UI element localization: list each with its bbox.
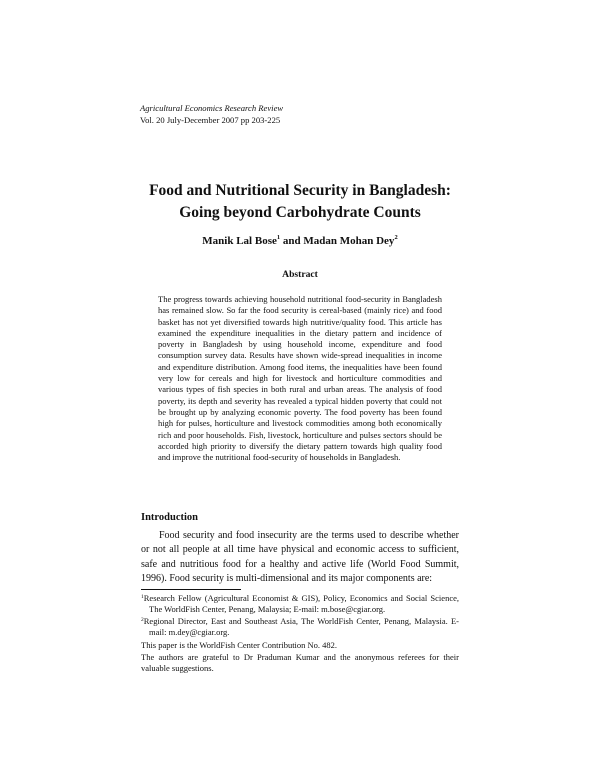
footnote-2 [141, 615, 459, 638]
journal-issue: Vol. 20 July-December 2007 pp 203-225 [140, 115, 281, 125]
paper-title [100, 180, 500, 224]
title-line-1: Food and Nutritional Security in Bangladesh: [149, 182, 451, 199]
journal-header [140, 102, 283, 126]
authors [100, 234, 500, 247]
author-2-mark: 2 [394, 234, 398, 241]
journal-name: Agricultural Economics Research Review [140, 103, 284, 113]
footnote-1-text: Research Fellow (Agricultural Economist & GIS), Policy, Economics and Social Science, The WorldFish Center, Penang, Malaysia; E-mail: m.bose@cgiar.org. [143, 593, 459, 615]
footnote-2-text: Regional Director, East and Southeast Asia, The WorldFish Center, Penang, Malaysia. E-mail: m.dey@cgiar.org. [143, 616, 459, 638]
author-1-mark: 1 [276, 234, 281, 241]
acknowledgement-note: The authors are grateful to Dr Praduman Kumar and the anonymous referees for their valuable suggestions. [141, 652, 459, 674]
contribution-note: This paper is the WorldFish Center Contribution No. 482. [141, 640, 338, 650]
introduction-text: Food security and food insecurity are the terms used to describe whether or not all people at all time have physical and economic access to sufficient, safe and nutritious food for a healthy and active life (World Food Summit, 1996). Food security is multi-dimensional and its major components are: [141, 530, 459, 585]
introduction-heading: Introduction [141, 512, 198, 523]
footnote-1-mark: 1 [141, 594, 144, 600]
footnote-rule [141, 589, 241, 590]
footnote-1 [141, 592, 459, 615]
footnote-2-mark: 2 [141, 617, 144, 623]
author-connector: and [280, 235, 304, 247]
author-2: Madan Mohan Dey [303, 235, 395, 247]
author-1: Manik Lal Bose [202, 235, 277, 247]
abstract-text: The progress towards achieving household nutritional food-security in Bangladesh has remained slow. So far the food security is cereal-based (mainly rice) and food basket has not yet diversified towards high nutritive/quality food. This article has examined the expenditure inequalities in the dietary pattern and incidence of poverty in Bangladesh by using household income, expenditure and food consumption survey data. Results have shown wide-spread inequalities in income and expenditure distribution. Among food items, the inequalities have been found very low for cereals and high for livestock and horticulture commodities and various types of fish species in both rural and urban areas. The analysis of food poverty, its depth and severity has revealed a typical hidden poverty that could not be brought up by analyzing economic poverty. The food poverty has been found high for pulses, horticulture and livestock commodities among both economically rich and poor households. Fish, livestock, horticulture and pulses sectors should be accorded high priority to diversify the dietary pattern towards high quality food and improve the nutritional food-security of households in Bangladesh. [158, 294, 442, 463]
title-line-2: Going beyond Carbohydrate Counts [179, 204, 421, 221]
abstract-heading: Abstract [282, 269, 318, 280]
